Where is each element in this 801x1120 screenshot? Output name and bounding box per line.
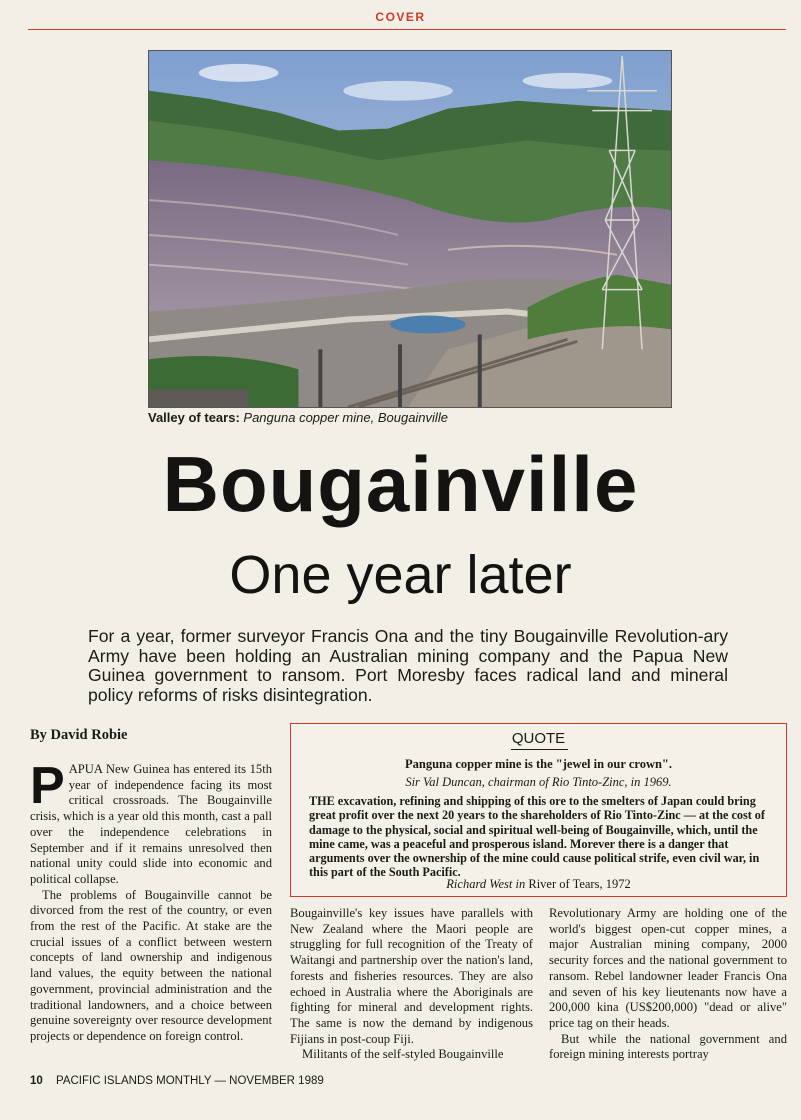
- quote-1: Panguna copper mine is the "jewel in our crown".: [404, 757, 672, 771]
- quote-1-attribution: Sir Val Duncan, chairman of Rio Tinto-Zinc, in 1969.: [405, 775, 672, 789]
- article-paragraph: The problems of Bougainville cannot be divorced from the rest of the country, or even from the rest of the Pacific. At stake are the crucial issues of a conflict between western concepts of land ownership and indigenous land values, the equity between the national government, provincial administration and the traditional landowners, and a choice between genuine sovereignty over resource development projects or dependence on foreign control.: [30, 887, 272, 1043]
- mine-photo-illustration: [149, 51, 671, 407]
- subheadline: One year later: [229, 545, 572, 605]
- article-paragraph: Revolutionary Army are holding one of the world's biggest open-cut copper mines, a major Australian mining company, 2000 security forces and the national government to ransom. Rebel landowner leader Francis Ona and seven of his key lieutenants now have a 200,000 kina (US$200,000) "dead or alive" price tag on their heads.: [549, 906, 787, 1030]
- article-column-1: [30, 757, 272, 1045]
- caption-italic: Panguna copper mine, Bougainville: [243, 410, 448, 425]
- article-column-2: [290, 906, 533, 1063]
- top-rule: [28, 29, 786, 30]
- quote-title-underline: [511, 749, 568, 750]
- standfirst: For a year, former surveyor Francis Ona and the tiny Bougainville Revolution-ary Army have been holding an Australian mining company and the Papua New Guinea government to ransom. Port Moresby faces radical land and mineral policy reforms of risks disintegration.: [88, 626, 728, 705]
- headline: Bougainville: [162, 440, 639, 528]
- quote-2-attribution: [291, 877, 786, 892]
- article-paragraph: Bougainville's key issues have parallels with New Zealand where the Maori people are struggling for full recognition of the Treaty of Waitangi and partnership over the nation's land, forests and fisheries resources. They are also echoed in Australia where the Aboriginals are fighting for mineral and development rights. The same is now the demand by indigenous Fijians in post-coup Fiji.: [290, 906, 533, 1046]
- quote-box: [290, 723, 787, 897]
- quote-2: THE excavation, refining and shipping of this ore to the smelters of Japan could bring great profit over the next 20 years to the shareholders of Rio Tinto-Zinc — at the cost of damage to the physical, social and spiritual well-being of Bougainville, which, until the mine came, was a peaceful and prosperous island. Morever there is a danger that arguments over the ownership of the mine could cause political strife, even civil war, in this part of the South Pacific.: [309, 794, 765, 880]
- quote-2-work: River of Tears, 1972: [528, 877, 631, 891]
- mine-photo: [148, 50, 672, 408]
- photo-caption: [148, 410, 708, 425]
- article-paragraph: But while the national government and foreign mining interests portray: [549, 1031, 787, 1062]
- article-text: APUA New Guinea has entered its 15th year of independence facing its most critical crossroads. The Bougainville crisis, which is a year old this month, cast a pall over the independence celebrations in September and if it remains unresolved then national unity could slide into economic and political collapse.: [30, 762, 272, 886]
- byline: By David Robie: [30, 727, 128, 743]
- quote-2-author: Richard West in: [446, 877, 526, 891]
- drop-cap: P: [30, 757, 65, 815]
- quote-title: QUOTE: [511, 730, 566, 747]
- section-label: COVER: [375, 10, 426, 24]
- article-paragraph: Militants of the self-styled Bougainville: [302, 1047, 504, 1062]
- page-footer: [30, 1075, 324, 1087]
- article-column-3: [549, 906, 787, 1063]
- page-number: 10: [30, 1075, 43, 1087]
- caption-bold: Valley of tears:: [148, 410, 240, 425]
- publication-line: PACIFIC ISLANDS MONTHLY — NOVEMBER 1989: [56, 1075, 324, 1087]
- article-paragraph: [30, 757, 272, 888]
